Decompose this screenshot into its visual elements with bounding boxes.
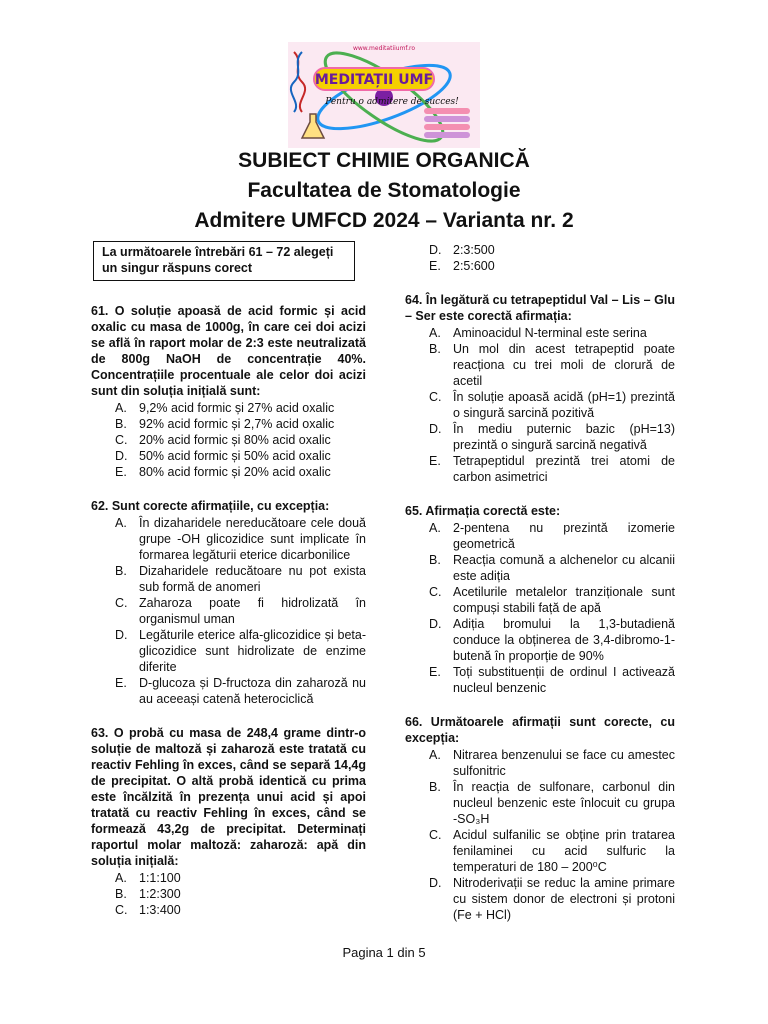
option-letter: B. <box>429 780 441 794</box>
option-letter: D. <box>429 876 442 890</box>
option <box>91 886 366 902</box>
question-text: 63. O probă cu masa de 248,4 grame dintr-o soluție de maltoză și zaharoză este tratată cu reactiv Fehling în exces, când se separă 14,4g de precipitat. O altă probă identică cu prima este încălzită în prezența unui acid și apoi tratată cu reactiv Fehling în exces, când se formează 43,2g de precipitat. Determinați raportul molar maltoză: zaharoză: apă din soluția inițială: <box>91 726 366 868</box>
option <box>91 902 366 918</box>
question-text: 64. În legătură cu tetrapeptidul Val – Lis – Glu – Ser este corectă afirmația: <box>405 293 675 323</box>
option-text: Dizaharidele reducătoare nu pot exista sub formă de anomeri <box>139 564 366 594</box>
option-text: 92% acid formic și 2,7% acid oxalic <box>139 417 335 431</box>
option <box>91 870 366 886</box>
option-text: 1:1:100 <box>139 871 181 885</box>
options-list <box>405 325 675 485</box>
option-letter: C. <box>115 596 128 610</box>
option-letter: A. <box>115 871 127 885</box>
option <box>405 875 675 923</box>
option-letter: C. <box>115 433 128 447</box>
instruction-box: La următoarele întrebări 61 – 72 alegeți un singur răspuns corect <box>93 241 355 281</box>
right-column <box>405 241 675 941</box>
option-text: Toți substituenții de ordinul I activează nucleul benzenic <box>453 665 675 695</box>
option-text: 20% acid formic și 80% acid oxalic <box>139 433 331 447</box>
option <box>405 242 675 258</box>
option-text: 80% acid formic și 20% acid oxalic <box>139 465 331 479</box>
option-text: Nitroderivații se reduc la amine primare cu sistem donor de electroni și protoni (Fe + HCl) <box>453 876 675 922</box>
option-letter: B. <box>115 887 127 901</box>
options-list <box>405 747 675 923</box>
option <box>91 563 366 595</box>
question-65 <box>405 503 675 696</box>
options-list <box>91 870 366 918</box>
option-letter: C. <box>429 585 442 599</box>
option-text: În dizaharidele nereducătoare cele două grupe -OH glicozidice sunt implicate în formarea legăturii eterice dicarbonilice <box>139 516 366 562</box>
logo-banner <box>288 42 480 148</box>
option-text: În mediu puternic bazic (pH=13) prezintă o singură sarcină negativă <box>453 422 675 452</box>
option-letter: B. <box>115 564 127 578</box>
option <box>405 552 675 584</box>
option-letter: A. <box>115 516 127 530</box>
option-text: 1:2:300 <box>139 887 181 901</box>
options-list <box>91 515 366 707</box>
question-66 <box>405 714 675 923</box>
option <box>405 453 675 485</box>
question-63-continued <box>405 242 675 274</box>
option <box>405 325 675 341</box>
option <box>91 627 366 675</box>
option-letter: D. <box>115 449 128 463</box>
option <box>405 616 675 664</box>
option-letter: A. <box>429 748 441 762</box>
option-text: 2-pentena nu prezintă izomerie geometrică <box>453 521 675 551</box>
option <box>91 432 366 448</box>
option-letter: E. <box>115 465 127 479</box>
option-text: 1:3:400 <box>139 903 181 917</box>
option-text: Acetilurile metalelor tranziționale sunt compuși stabili față de apă <box>453 585 675 615</box>
option-text: În soluție apoasă acidă (pH=1) prezintă o singură sarcină pozitivă <box>453 390 675 420</box>
option <box>405 421 675 453</box>
title-exam: Admitere UMFCD 2024 – Varianta nr. 2 <box>194 209 574 232</box>
left-column <box>91 241 366 936</box>
title-subject: SUBIECT CHIMIE ORGANICĂ <box>238 149 530 172</box>
option-text: Tetrapeptidul prezintă trei atomi de carbon asimetrici <box>453 454 675 484</box>
page-number: Pagina 1 din 5 <box>342 945 426 960</box>
option <box>91 515 366 563</box>
option-letter: D. <box>115 628 128 642</box>
option-text: Zaharoza poate fi hidrolizată în organismul uman <box>139 596 366 626</box>
option-letter: A. <box>429 326 441 340</box>
option <box>91 675 366 707</box>
option <box>405 341 675 389</box>
question-64 <box>405 292 675 485</box>
question-text: 62. Sunt corecte afirmațiile, cu excepția: <box>91 499 330 513</box>
option-text: 9,2% acid formic și 27% acid oxalic <box>139 401 335 415</box>
option <box>405 664 675 696</box>
option <box>405 258 675 274</box>
svg-text:Pentru o admitere de succes!: Pentru o admitere de succes! <box>325 97 459 107</box>
option <box>405 389 675 421</box>
option-text: 2:5:600 <box>453 259 495 273</box>
svg-text:MEDITAȚII UMF: MEDITAȚII UMF <box>314 72 434 88</box>
option <box>405 584 675 616</box>
option <box>405 520 675 552</box>
option-text: Aminoacidul N-terminal este serina <box>453 326 647 340</box>
option <box>91 448 366 464</box>
option-letter: A. <box>115 401 127 415</box>
option-text: Reacția comună a alchenelor cu alcanii este adiția <box>453 553 675 583</box>
option-letter: A. <box>429 521 441 535</box>
options-list <box>91 400 366 480</box>
meditatii-umf-logo <box>288 42 480 148</box>
option-letter: E. <box>429 665 441 679</box>
option-text: Un mol din acest tetrapeptid poate reacționa cu trei moli de clorură de acetil <box>453 342 675 388</box>
option-letter: B. <box>429 553 441 567</box>
option-letter: C. <box>429 828 442 842</box>
option <box>405 827 675 875</box>
option-letter: B. <box>429 342 441 356</box>
question-62 <box>91 498 366 707</box>
option <box>91 400 366 416</box>
option-text: În reacția de sulfonare, carbonul din nucleul benzenic este înlocuit cu grupa -SO₃H <box>453 780 675 826</box>
option-letter: E. <box>429 259 441 273</box>
question-63 <box>91 725 366 918</box>
option-letter: D. <box>429 617 442 631</box>
option <box>405 779 675 827</box>
title-block <box>0 146 768 236</box>
option-letter: E. <box>115 676 127 690</box>
option-letter: E. <box>429 454 441 468</box>
option-letter: B. <box>115 417 127 431</box>
question-text: 65. Afirmația corectă este: <box>405 504 561 518</box>
option <box>91 595 366 627</box>
option-text: Adiția bromului la 1,3-butadienă conduce la obținerea de 3,4-dibromo-1-butenă în proporție de 90% <box>453 617 675 663</box>
option <box>91 464 366 480</box>
option-text: D-glucoza și D-fructoza din zaharoză nu au aceeași catenă heterociclică <box>139 676 366 706</box>
options-list <box>405 520 675 696</box>
option-letter: D. <box>429 422 442 436</box>
option-letter: D. <box>429 243 442 257</box>
option-letter: C. <box>115 903 128 917</box>
option <box>405 747 675 779</box>
option-text: Legăturile eterice alfa-glicozidice și beta-glicozidice sunt hidrolizate de enzime diferite <box>139 628 366 674</box>
svg-text:www.meditatiiumf.ro: www.meditatiiumf.ro <box>352 45 416 52</box>
option-letter: C. <box>429 390 442 404</box>
question-61 <box>91 303 366 480</box>
question-text: 66. Următoarele afirmații sunt corecte, cu excepția: <box>405 715 675 745</box>
option-text: 2:3:500 <box>453 243 495 257</box>
title-faculty: Facultatea de Stomatologie <box>247 179 521 202</box>
option <box>91 416 366 432</box>
question-text: 61. O soluție apoasă de acid formic și acid oxalic cu masa de 1000g, în care cei doi acizi se află în raport molar de 2:3 este neutralizată de 800g NaOH de concentrație 40%. Concentrațiile procentuale ale celor doi acizi sunt din soluția inițială sunt: <box>91 304 366 398</box>
option-text: 50% acid formic și 50% acid oxalic <box>139 449 331 463</box>
option-text: Nitrarea benzenului se face cu amestec sulfonitric <box>453 748 675 778</box>
option-text: Acidul sulfanilic se obține prin tratarea fenilaminei cu acid sulfuric la temperaturi de 180 – 200⁰C <box>453 828 675 874</box>
